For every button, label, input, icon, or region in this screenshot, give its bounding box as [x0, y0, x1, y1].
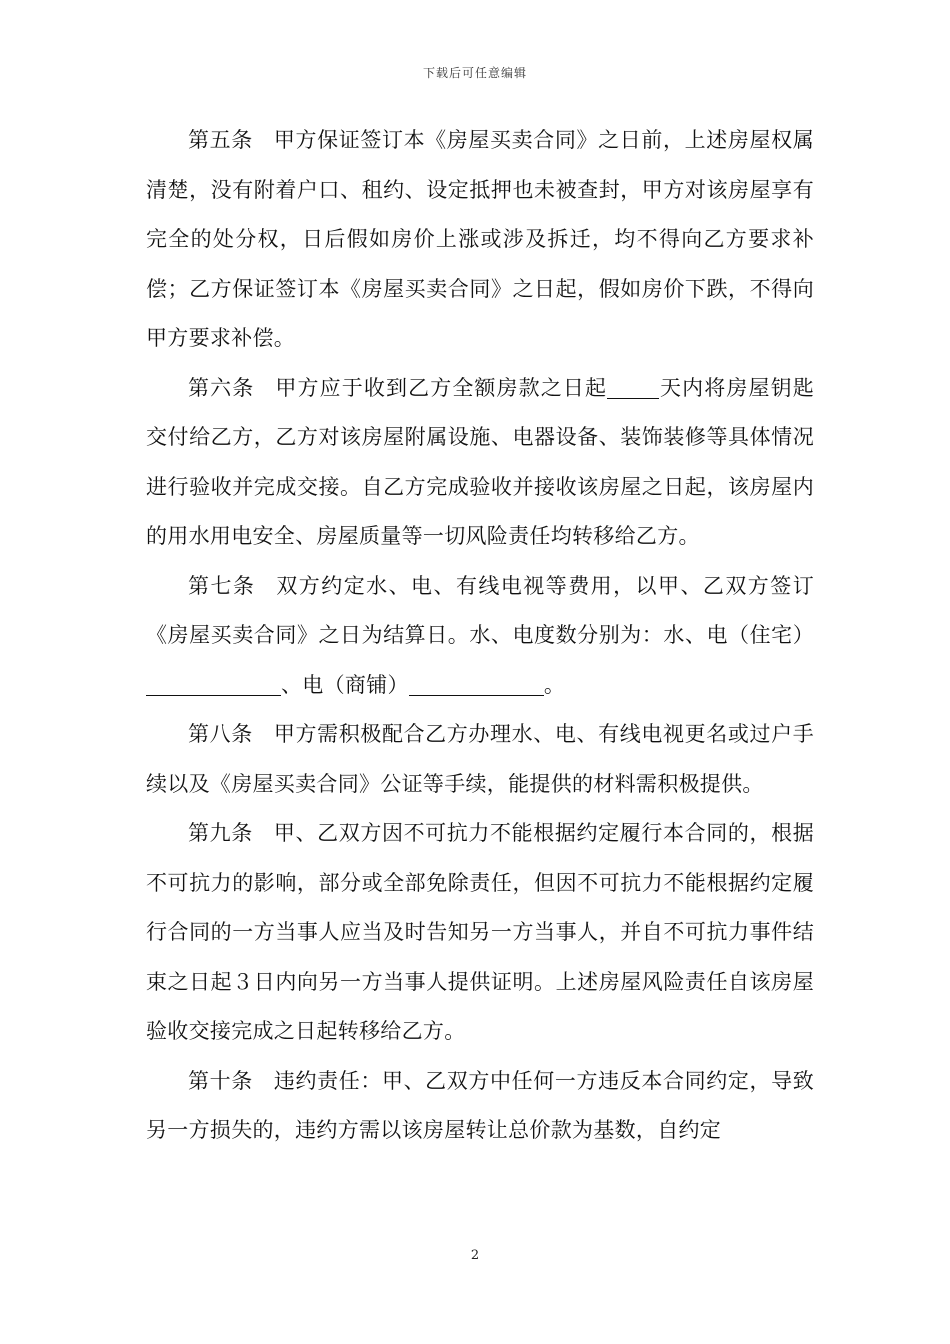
article-8 [146, 710, 814, 809]
article-text: 违约责任：甲、乙双方中任何一方违反本合同约定，导致另一方损失的，违约方需以该房屋转让总价款为基数，自约定 [146, 1068, 814, 1142]
blank-commercial-meter [409, 675, 544, 696]
article-number: 第八条 [188, 722, 253, 746]
article-text: 天内将房屋钥匙交付给乙方，乙方对该房屋附属设施、电器设备、装饰装修等具体情况进行验收并完成交接。自乙方完成验收并接收该房屋之日起，该房屋内的用水用电安全、房屋质量等一切风险责任均转移给乙方。 [146, 375, 814, 548]
article-text: 甲方需积极配合乙方办理水、电、有线电视更名或过户手续以及《房屋买卖合同》公证等手续，能提供的材料需积极提供。 [146, 722, 814, 796]
article-text: 、电（商铺） [281, 672, 409, 697]
article-10 [146, 1057, 814, 1156]
article-6 [146, 364, 814, 562]
article-text: 甲方应于收到乙方全额房款之日起 [275, 375, 608, 400]
page-number: 2 [470, 1248, 480, 1263]
article-number: 第九条 [188, 821, 253, 845]
article-number: 第五条 [188, 128, 253, 152]
article-text: 甲方保证签订本《房屋买卖合同》之日前，上述房屋权属清楚，没有附着户口、租约、设定抵押也未被查封，甲方对该房屋享有完全的处分权，日后假如房价上涨或涉及拆迁，均不得向乙方要求补偿；乙方保证签订本《房屋买卖合同》之日起，假如房价下跌，不得向甲方要求补偿。 [146, 128, 814, 350]
blank-days [607, 378, 659, 399]
article-number: 第七条 [188, 573, 256, 598]
article-number: 第六条 [188, 375, 255, 400]
article-text: 甲、乙双方因不可抗力不能根据约定履行本合同的，根据不可抗力的影响，部分或全部免除责任，但因不可抗力不能根据约定履行合同的一方当事人应当及时告知另一方当事人，并自不可抗力事件结束之日起３日内向另一方当事人提供证明。上述房屋风险责任自该房屋验收交接完成之日起转移给乙方。 [146, 821, 814, 1043]
article-number: 第十条 [188, 1068, 253, 1093]
article-text: 。 [543, 672, 566, 697]
article-7 [146, 562, 814, 711]
article-text: 双方约定水、电、有线电视等费用，以甲、乙双方签订《房屋买卖合同》之日为结算日。水、电度数分别为：水、电（住宅） [146, 573, 814, 647]
document-body [146, 116, 814, 1156]
header-note: 下载后可任意编辑 [422, 66, 527, 80]
blank-residential-meter [146, 675, 281, 696]
article-9 [146, 809, 814, 1057]
article-5 [146, 116, 814, 364]
